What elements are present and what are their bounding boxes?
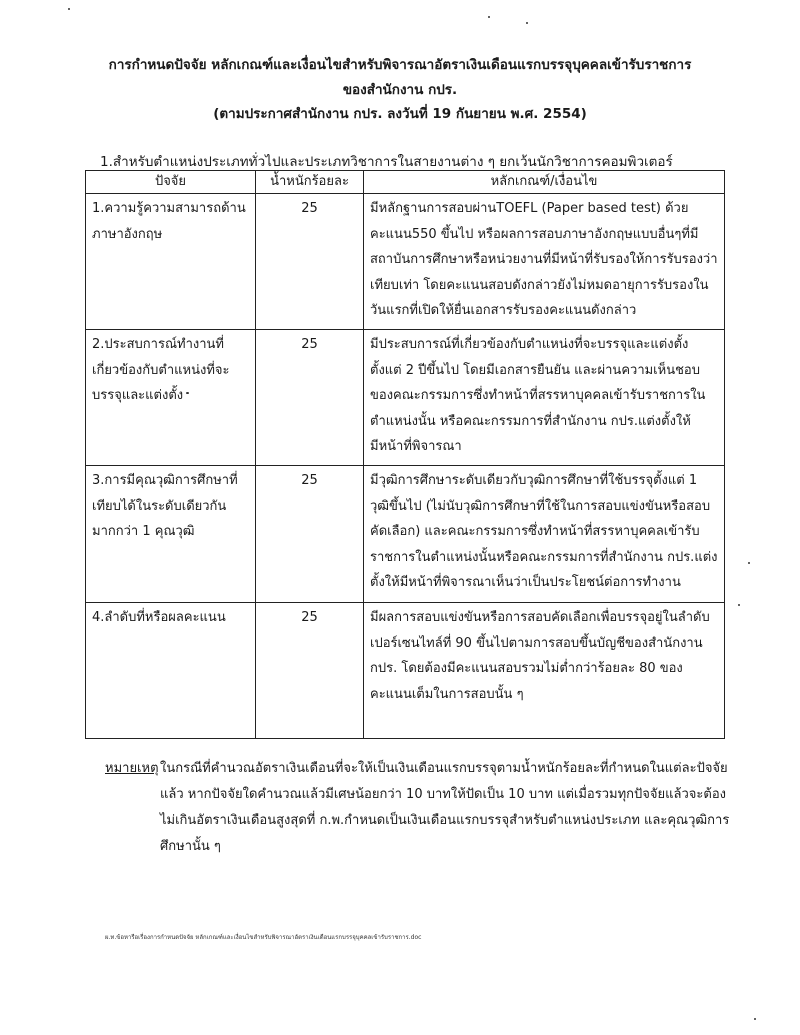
footer-file-path: ผ.ท.ข้อหารือเรื่องการกำหนดปัจจัย หลักเกณฑ์และเงื่อนไขสำหรับพิจารณาอัตราเงินเดือนแรกบรรจุบุคคลเข้ารับราชการ.doc: [105, 934, 422, 941]
document-subtitle: ของสำนักงาน กปร.: [342, 82, 458, 98]
weight-cell: 25: [256, 330, 364, 466]
header-weight: น้ำหนักร้อยละ: [256, 171, 364, 194]
weight-cell: 25: [256, 603, 364, 739]
scan-speck: [488, 16, 490, 18]
scan-speck: [748, 562, 750, 564]
factor-cell: 4.ลำดับที่หรือผลคะแนน: [86, 603, 256, 739]
table-row: [86, 603, 725, 739]
criteria-cell: มีหลักฐานการสอบผ่านTOEFL (Paper based test) ด้วยคะแนน550 ขึ้นไป หรือผลการสอบภาษาอังกฤษแบบอื่นๆที่มีสถาบันการศึกษาหรือหน่วยงานที่มีหน้าที่รับรองให้การรับรองว่าเทียบเท่า โดยคะแนนสอบดังกล่าวยังไม่หมดอายุการรับรองในวันแรกที่เปิดให้ยื่นเอกสารรับรองคะแนนดังกล่าว: [364, 194, 725, 330]
note-text: ในกรณีที่คำนวณอัตราเงินเดือนที่จะให้เป็นเงินเดือนแรกบรรจุตามน้ำหนักร้อยละที่กำหนดในแต่ละปัจจัยแล้ว หากปัจจัยใดคำนวณแล้วมีเศษน้อยกว่า 10 บาทให้ปัดเป็น 10 บาท แต่เมื่อรวมทุกปัจจัยแล้วจะต้องไม่เกินอัตราเงินเดือนสูงสุดที่ ก.พ.กำหนดเป็นเงินเดือนแรกบรรจุสำหรับตำแหน่งประเภท และคุณวุฒิการศึกษานั้น ๆ: [160, 761, 730, 854]
table-row: [86, 466, 725, 603]
note-label: หมายเหตุ: [105, 761, 159, 776]
criteria-cell: มีประสบการณ์ที่เกี่ยวข้องกับตำแหน่งที่จะบรรจุและแต่งตั้ง ตั้งแต่ 2 ปีขึ้นไป โดยมีเอกสารยืนยัน และผ่านความเห็นชอบของคณะกรรมการซึ่งทำหน้าที่สรรหาบุคคลเข้ารับราชการในตำแหน่งนั้น หรือคณะกรรมการที่สำนักงาน กปร.แต่งตั้งให้มีหน้าที่พิจารณา: [364, 330, 725, 466]
section-heading: 1.สำหรับตำแหน่งประเภททั่วไปและประเภทวิชาการในสายงานต่าง ๆ ยกเว้นนักวิชาการคอมพิวเตอร์: [100, 154, 673, 170]
criteria-cell: มีวุฒิการศึกษาระดับเดียวกับวุฒิการศึกษาที่ใช้บรรจุตั้งแต่ 1 วุฒิขึ้นไป (ไม่นับวุฒิการศึกษาที่ใช้ในการสอบแข่งขันหรือสอบคัดเลือก) และคณะกรรมการซึ่งทำหน้าที่สรรหาบุคคลเข้ารับราชการในตำแหน่งนั้นหรือคณะกรรมการที่สำนักงาน กปร.แต่งตั้งให้มีหน้าที่พิจารณาเห็นว่าเป็นประโยชน์ต่อการทำงาน: [364, 466, 725, 603]
factor-cell: 1.ความรู้ความสามารถด้านภาษาอังกฤษ: [86, 194, 256, 330]
factor-cell: 2.ประสบการณ์ทำงานที่เกี่ยวข้องกับตำแหน่งที่จะบรรจุและแต่งตั้ง: [86, 330, 256, 466]
scan-speck: [526, 22, 528, 24]
scan-speck: [738, 604, 740, 606]
header-criteria: หลักเกณฑ์/เงื่อนไข: [364, 171, 725, 194]
header-factor: ปัจจัย: [86, 171, 256, 194]
document-title: การกำหนดปัจจัย หลักเกณฑ์และเงื่อนไขสำหรับพิจารณาอัตราเงินเดือนแรกบรรจุบุคคลเข้ารับราชการ: [108, 57, 692, 73]
weight-cell: 25: [256, 466, 364, 603]
criteria-table: [85, 170, 725, 739]
table-row: [86, 330, 725, 466]
factor-cell: 3.การมีคุณวุฒิการศึกษาที่เทียบได้ในระดับเดียวกันมากกว่า 1 คุณวุฒิ: [86, 466, 256, 603]
scan-speck: [68, 8, 70, 10]
weight-cell: 25: [256, 194, 364, 330]
table-row: [86, 194, 725, 330]
document-announcement-date: (ตามประกาศสำนักงาน กปร. ลงวันที่ 19 กันยายน พ.ศ. 2554): [213, 106, 587, 122]
table-header-row: [86, 171, 725, 194]
scan-speck: [186, 392, 189, 394]
scan-speck: [754, 1018, 756, 1020]
criteria-cell: มีผลการสอบแข่งขันหรือการสอบคัดเลือกเพื่อบรรจุอยู่ในลำดับเปอร์เซนไทล์ที่ 90 ขึ้นไปตามการสอบขึ้นบัญชีของสำนักงาน กปร. โดยต้องมีคะแนนสอบรวมไม่ต่ำกว่าร้อยละ 80 ของคะแนนเต็มในการสอบนั้น ๆ: [364, 603, 725, 739]
